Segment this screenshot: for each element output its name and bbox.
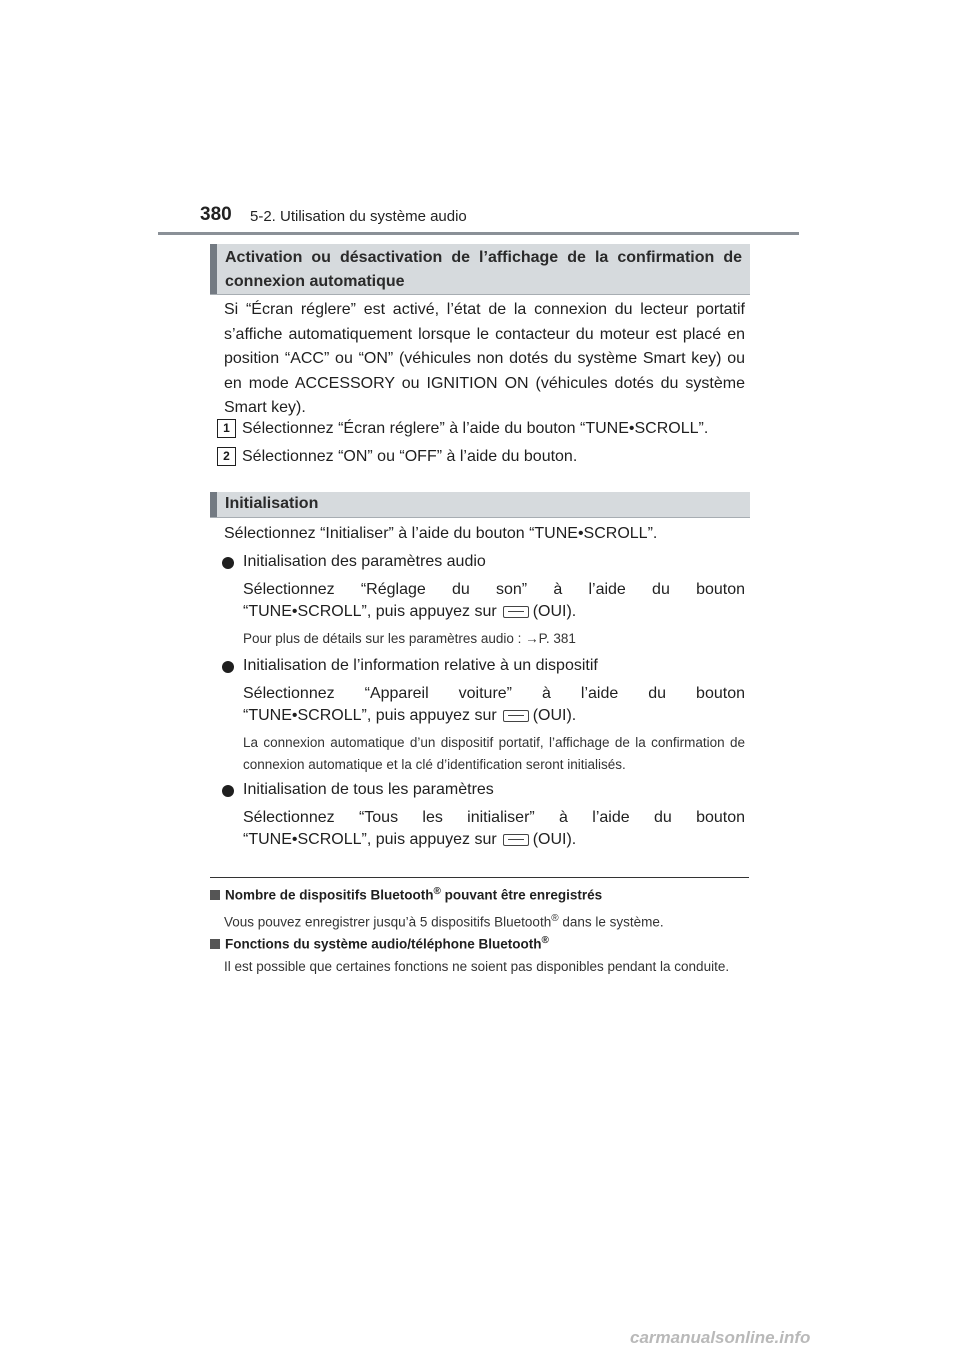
item-line-text: (OUI). (532, 603, 577, 620)
item-line (243, 831, 576, 849)
item-title: Initialisation de l’information relative à un dispositif (243, 657, 598, 674)
page-number: 380 (200, 204, 232, 225)
item-line: Sélectionnez “Réglage du son” à l’aide du bouton (243, 581, 745, 598)
item-line: Sélectionnez “Tous les initialiser” à l’aide du bouton (243, 809, 745, 826)
section-title: Activation ou désactivation de l’affichage de la confirmation de connexion automatique (225, 249, 742, 290)
item-line-text: “TUNE•SCROLL”, puis appuyez sur (243, 831, 497, 848)
note-title (210, 935, 549, 952)
section-intro: Sélectionnez “Initialiser” à l’aide du bouton “TUNE•SCROLL”. (224, 525, 658, 542)
bullet-icon (222, 785, 234, 797)
bullet-icon (222, 557, 234, 569)
note-body: Il est possible que certaines fonctions ne soient pas disponibles pendant la conduite. (224, 959, 730, 974)
header-rule (158, 232, 799, 235)
item-line: Sélectionnez “Appareil voiture” à l’aide du bouton (243, 685, 745, 702)
button-icon (503, 834, 529, 846)
square-bullet-icon (210, 890, 220, 900)
item-line-text: “TUNE•SCROLL”, puis appuyez sur (243, 603, 497, 620)
button-icon (503, 710, 529, 722)
item-note: Pour plus de détails sur les paramètres audio : →P. 381 (243, 631, 576, 646)
item-note: La connexion automatique d’un dispositif portatif, l’affichage de la confirmation de connexion automatique et la clé d’identification seront initialisés. (243, 735, 745, 772)
registered-mark: ® (541, 935, 549, 946)
section-title-bar-initialisation (210, 492, 750, 518)
step-text-2: Sélectionnez “ON” ou “OFF” à l’aide du bouton. (242, 448, 578, 465)
section-heading: 5-2. Utilisation du système audio (250, 208, 467, 225)
note-title-text: pouvant être enregistrés (440, 887, 603, 903)
registered-mark: ® (433, 886, 441, 897)
note-title (210, 886, 602, 903)
section-intro: Si “Écran réglere” est activé, l’état de la connexion du lecteur portatif s’affiche automatiquement lorsque le contacteur du moteur est placé en position “ACC” ou “ON” (véhicules non dotés du système Smart key) ou en mode ACCESSORY ou IGNITION ON (véhicules dotés du système Smart key). (224, 301, 745, 416)
note-body-text: dans le système. (558, 914, 664, 930)
bullet-icon (222, 661, 234, 673)
item-title: Initialisation des paramètres audio (243, 553, 486, 570)
item-line-text: (OUI). (532, 831, 577, 848)
item-line-text: (OUI). (532, 707, 577, 724)
watermark[interactable]: carmanualsonline.info (630, 1328, 811, 1347)
step-text-1: Sélectionnez “Écran réglere” à l’aide du bouton “TUNE•SCROLL”. (242, 420, 709, 437)
note-title-text: Fonctions du système audio/téléphone Bluetooth (225, 936, 542, 952)
notes-rule (210, 877, 749, 878)
item-title: Initialisation de tous les paramètres (243, 781, 494, 798)
section-title-bar-confirmation (210, 244, 750, 295)
item-line (243, 707, 576, 725)
button-icon (503, 606, 529, 618)
item-line (243, 603, 576, 621)
step-number-1: 1 (217, 419, 236, 438)
square-bullet-icon (210, 939, 220, 949)
step-number-2: 2 (217, 447, 236, 466)
note-body-text: Vous pouvez enregistrer jusqu’à 5 dispositifs Bluetooth (224, 914, 552, 930)
note-body (224, 909, 745, 933)
page-header (200, 204, 800, 232)
item-line-text: “TUNE•SCROLL”, puis appuyez sur (243, 707, 497, 724)
note-title-text: Nombre de dispositifs Bluetooth (225, 887, 434, 903)
section-title: Initialisation (225, 495, 319, 512)
registered-mark: ® (551, 913, 559, 924)
